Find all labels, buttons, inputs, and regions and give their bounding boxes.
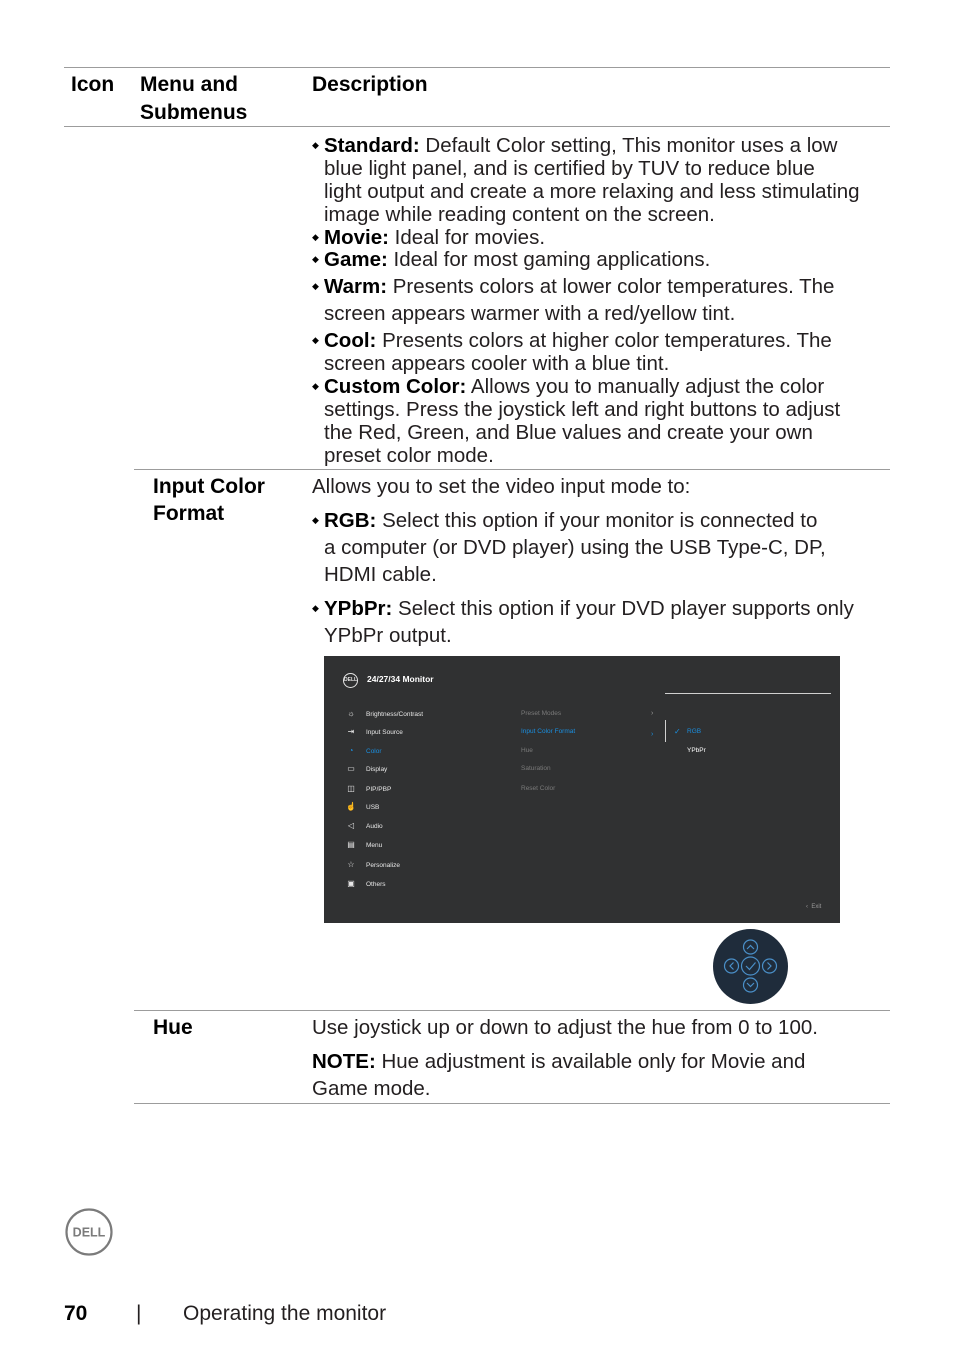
line: YPbPr output. [324,624,452,647]
header-bottom-rule [64,126,890,127]
menu-label: Input Source [366,729,403,736]
header-menu-line2: Submenus [140,101,248,124]
display-icon: ▭ [347,764,355,773]
line: HDMI cable. [324,563,437,586]
term: Standard: [324,134,420,157]
hue-label: Hue [153,1016,193,1039]
term: Game: [324,248,388,271]
line: Default Color setting, This monitor uses a low [419,134,838,157]
bullet-icon: ◆ [312,515,319,525]
line: light output and create a more relaxing and less stimulating [324,180,860,203]
bullet-icon: ◆ [312,335,319,345]
menu-icon: ▤ [347,840,355,849]
osd-sub-reset-color[interactable]: Reset Color [521,785,556,792]
osd-menu-input-source[interactable] [344,726,403,738]
header-description: Description [312,73,428,96]
preset-movie [312,226,887,249]
line: Ideal for movies. [388,226,546,249]
chevron-left-icon: ‹ [806,904,808,910]
hue-note [312,1048,887,1102]
menu-label: USB [366,804,380,811]
osd-title: 24/27/34 Monitor [367,674,434,684]
label-line: Input Color [153,475,265,498]
osd-sub-hue[interactable]: Hue [521,747,533,754]
osd-sub-saturation[interactable]: Saturation [521,765,551,772]
joystick-graphic [713,929,788,1004]
note-line: Game mode. [312,1077,431,1100]
line: Select this option if your DVD player supports only [392,597,854,620]
menu-label: Display [366,766,388,773]
pip-icon: ◫ [347,784,355,793]
line: Allows you to manually adjust the color [466,375,825,398]
line: screen appears warmer with a red/yellow tint. [324,302,736,325]
osd-menu-pip[interactable] [344,783,391,795]
line: settings. Press the joystick left and right buttons to adjust [324,398,841,421]
input-source-icon: ⇥ [347,727,355,736]
table-top-rule [64,67,890,68]
bullet-icon: ◆ [312,381,319,391]
logo-text: DELL [72,1225,106,1240]
audio-icon: ◁ [347,821,355,830]
osd-exit[interactable] [806,904,821,910]
term: Cool: [324,329,377,352]
term: Movie: [324,226,389,249]
bullet-icon: ◆ [312,281,319,291]
bullet-icon: ◆ [312,254,319,264]
osd-sub-input-color-format[interactable]: Input Color Format [521,728,576,735]
preset-warm [312,273,887,327]
input-color-format-label [153,473,265,527]
note-term: NOTE: [312,1050,376,1073]
footer-separator: | [136,1302,142,1325]
usb-icon: ☝ [346,802,356,811]
line: image while reading content on the screen. [324,203,715,226]
osd-menu-menu[interactable] [344,839,382,851]
header-icon: Icon [71,73,115,96]
line: preset color mode. [324,444,494,467]
osd-divider [665,693,831,694]
header-menu-line1: Menu and [140,73,238,96]
row-divider [134,469,890,470]
bullet-icon: ◆ [312,603,319,613]
color-icon: ◔ [348,746,354,755]
chevron-right-icon: › [651,731,654,738]
preset-cool [312,329,887,375]
osd-screenshot [324,656,840,923]
preset-custom-color [312,375,887,467]
menu-label: Personalize [366,862,400,869]
note-line: Hue adjustment is available only for Movie and [375,1050,806,1073]
menu-label: PIP/PBP [366,786,392,793]
line: Presents colors at higher color temperatures. The [376,329,832,352]
label-line: Format [153,502,225,525]
line: Presents colors at lower color temperatures. The [387,275,835,298]
dell-logo-icon [65,1208,113,1256]
osd-menu-display[interactable] [344,763,387,775]
page-number: 70 [64,1302,88,1325]
dell-logo-icon: DELL [343,673,358,688]
joystick-icon [713,929,788,1004]
personalize-icon: ☆ [347,860,355,869]
others-icon: ▣ [347,879,355,888]
line: Select this option if your monitor is connected to [376,509,818,532]
menu-label: Others [366,881,386,888]
preset-game [312,248,887,271]
osd-sub-preset-modes[interactable]: Preset Modes [521,710,562,717]
section-title: Operating the monitor [183,1302,387,1325]
line: Ideal for most gaming applications. [387,248,711,271]
chevron-right-icon: › [651,710,654,717]
term: RGB: [324,509,377,532]
term: Custom Color: [324,375,467,398]
hue-description: Use joystick up or down to adjust the hue from 0 to 100. [312,1016,818,1039]
option-rgb [312,507,887,588]
line: screen appears cooler with a blue tint. [324,352,670,375]
menu-label: Menu [366,842,383,849]
menu-label: Audio [366,823,383,830]
osd-menu-others[interactable] [344,878,386,890]
term: YPbPr: [324,597,393,620]
menu-label: Color [366,748,382,755]
osd-menu-personalize[interactable] [344,859,400,871]
check-icon: ✓ [674,727,681,736]
dell-logo [65,1208,113,1256]
bullet-icon: ◆ [312,140,319,150]
preset-standard [312,134,887,226]
input-color-format-intro: Allows you to set the video input mode to: [312,475,691,498]
line: the Red, Green, and Blue values and create your own [324,421,813,444]
osd-menu-color[interactable] [344,745,382,757]
table-bottom-rule [134,1103,890,1104]
line: a computer (or DVD player) using the USB Type-C, DP, [324,536,826,559]
osd-option-rgb[interactable]: RGB [687,728,702,735]
bullet-icon: ◆ [312,232,319,242]
line: blue light panel, and is certified by TUV to reduce blue [324,157,815,180]
osd-selection-bar [665,720,666,742]
osd-menu-audio[interactable] [344,820,383,832]
osd-option-ypbpr[interactable]: YPbPr [687,747,706,754]
osd-menu-brightness[interactable] [344,708,423,720]
row-divider [134,1010,890,1011]
option-ypbpr [312,595,887,649]
term: Warm: [324,275,388,298]
osd-menu-usb[interactable] [344,801,379,813]
exit-label: Exit [811,904,822,910]
brightness-icon: ☼ [347,709,355,718]
menu-label: Brightness/Contrast [366,711,424,718]
